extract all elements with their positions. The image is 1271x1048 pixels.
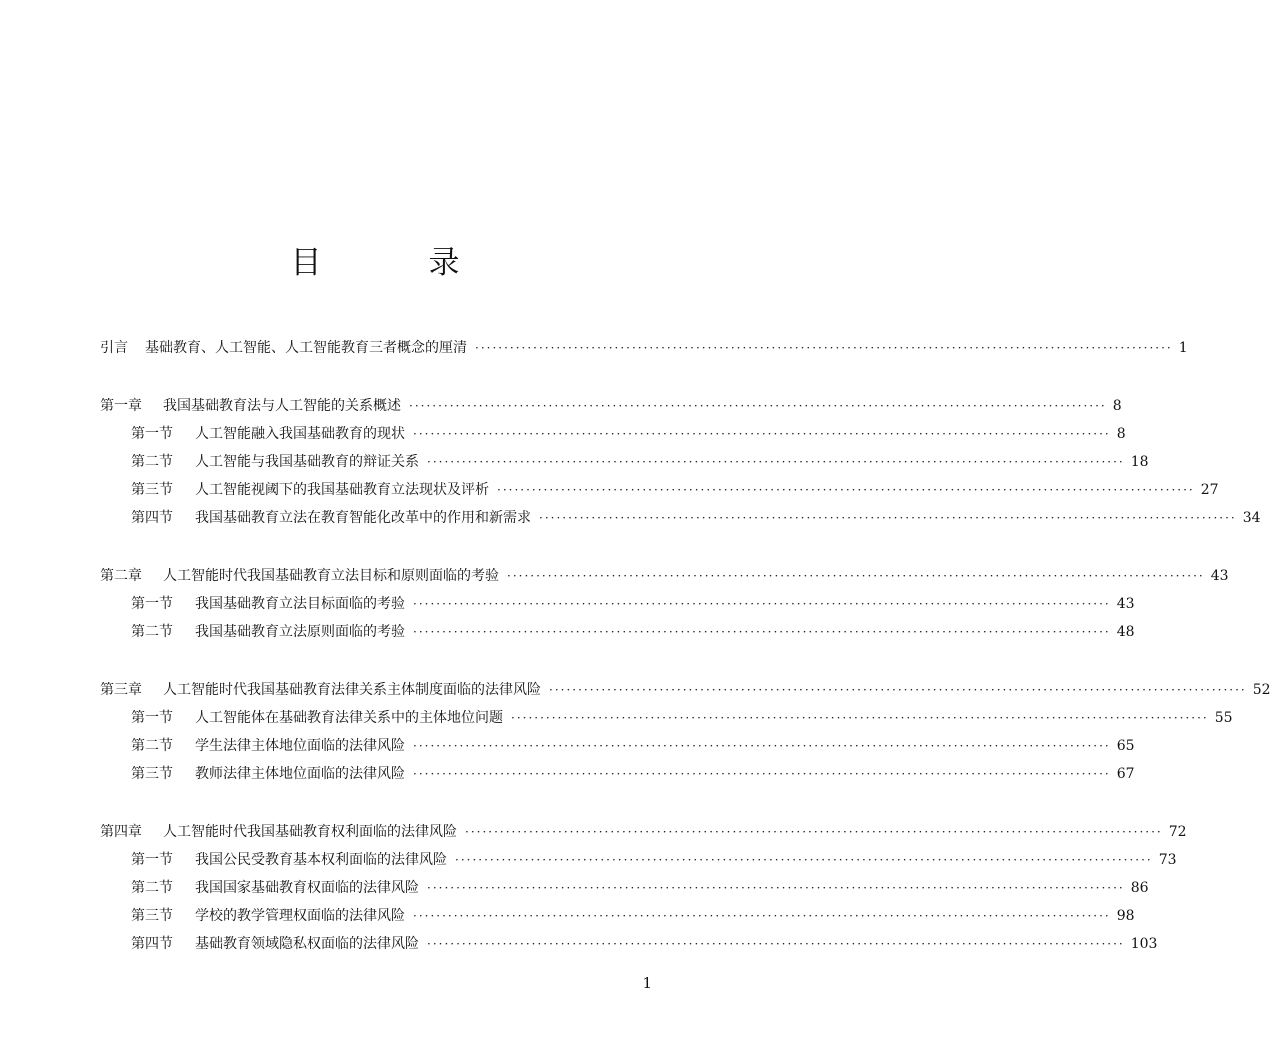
toc-entry-title: 人工智能体在基础教育法律关系中的主体地位问题: [195, 710, 503, 726]
toc-intro-entry[interactable]: [100, 338, 1188, 358]
toc-entry-page: 1: [1178, 340, 1188, 356]
toc-entry-page: 72: [1168, 824, 1187, 840]
toc-entry-page: 27: [1200, 482, 1219, 498]
toc-section-entry[interactable]: [131, 708, 1233, 728]
toc-chapter-entry[interactable]: [100, 396, 1122, 416]
toc-entry-title: 基础教育、人工智能、人工智能教育三者概念的厘清: [145, 340, 467, 356]
toc-entry-label: 引言: [100, 340, 128, 356]
toc-entry-title: 我国基础教育立法在教育智能化改革中的作用和新需求: [195, 510, 531, 526]
dot-leader: ························································································································: [475, 341, 1173, 355]
toc-entry-title: 人工智能与我国基础教育的辩证关系: [195, 454, 419, 470]
toc-section-entry[interactable]: [131, 878, 1149, 898]
toc-entry-page: 52: [1252, 682, 1271, 698]
toc-entry-label: 第二节: [131, 454, 173, 470]
toc-chapter-entry[interactable]: [100, 822, 1187, 842]
toc-chapter-entry[interactable]: [100, 680, 1271, 700]
dot-leader: ························································································································: [465, 825, 1163, 839]
dot-leader: ························································································································: [455, 853, 1153, 867]
toc-section-entry[interactable]: [131, 424, 1126, 444]
toc-section-entry[interactable]: [131, 934, 1158, 954]
toc-entry-title: 人工智能时代我国基础教育权利面临的法律风险: [163, 824, 457, 840]
toc-entry-label: 第二节: [131, 880, 173, 896]
toc-section-entry[interactable]: [131, 452, 1149, 472]
toc-section-entry[interactable]: [131, 764, 1135, 784]
toc-section-entry[interactable]: [131, 480, 1219, 500]
toc-entry-label: 第一节: [131, 596, 173, 612]
toc-section-entry[interactable]: [131, 906, 1135, 926]
toc-entry-page: 73: [1158, 852, 1177, 868]
toc-title: 目 录: [290, 245, 498, 281]
dot-leader: ························································································································: [427, 937, 1125, 951]
toc-entry-label: 第三节: [131, 766, 173, 782]
toc-entry-page: 103: [1130, 936, 1158, 952]
toc-entry-title: 我国国家基础教育权面临的法律风险: [195, 880, 419, 896]
toc-entry-label: 第二节: [131, 624, 173, 640]
toc-entry-label: 第三节: [131, 908, 173, 924]
toc-section-entry[interactable]: [131, 850, 1177, 870]
dot-leader: ························································································································: [507, 569, 1205, 583]
toc-entry-label: 第三章: [100, 682, 142, 698]
toc-entry-title: 我国基础教育立法目标面临的考验: [195, 596, 405, 612]
toc-entry-title: 学生法律主体地位面临的法律风险: [195, 738, 405, 754]
toc-chapter-entry[interactable]: [100, 566, 1229, 586]
toc-entry-title: 我国基础教育立法原则面临的考验: [195, 624, 405, 640]
toc-entry-title: 人工智能时代我国基础教育法律关系主体制度面临的法律风险: [163, 682, 541, 698]
toc-entry-label: 第一章: [100, 398, 142, 414]
toc-entry-label: 第一节: [131, 710, 173, 726]
toc-entry-page: 34: [1242, 510, 1261, 526]
toc-section-entry[interactable]: [131, 736, 1135, 756]
toc-entry-label: 第四节: [131, 936, 173, 952]
dot-leader: ························································································································: [413, 739, 1111, 753]
toc-entry-title: 我国公民受教育基本权利面临的法律风险: [195, 852, 447, 868]
toc-section-entry[interactable]: [131, 508, 1261, 528]
toc-entry-page: 55: [1214, 710, 1233, 726]
toc-entry-label: 第三节: [131, 482, 173, 498]
dot-leader: ························································································································: [413, 767, 1111, 781]
toc-entry-page: 48: [1116, 624, 1135, 640]
toc-entry-title: 人工智能融入我国基础教育的现状: [195, 426, 405, 442]
dot-leader: ························································································································: [427, 455, 1125, 469]
dot-leader: ························································································································: [413, 597, 1111, 611]
dot-leader: ························································································································: [539, 511, 1237, 525]
toc-entry-page: 43: [1210, 568, 1229, 584]
toc-entry-page: 65: [1116, 738, 1135, 754]
toc-section-entry[interactable]: [131, 622, 1135, 642]
dot-leader: ························································································································: [549, 683, 1247, 697]
dot-leader: ························································································································: [497, 483, 1195, 497]
toc-entry-page: 18: [1130, 454, 1149, 470]
toc-entry-label: 第二节: [131, 738, 173, 754]
toc-entry-label: 第四节: [131, 510, 173, 526]
toc-entry-title: 教师法律主体地位面临的法律风险: [195, 766, 405, 782]
toc-entry-page: 43: [1116, 596, 1135, 612]
toc-entry-label: 第一节: [131, 426, 173, 442]
toc-entry-page: 86: [1130, 880, 1149, 896]
dot-leader: ························································································································: [413, 909, 1111, 923]
toc-section-entry[interactable]: [131, 594, 1135, 614]
dot-leader: ························································································································: [409, 399, 1107, 413]
dot-leader: ························································································································: [413, 625, 1111, 639]
toc-entry-label: 第四章: [100, 824, 142, 840]
toc-entry-page: 8: [1112, 398, 1122, 414]
toc-entry-label: 第一节: [131, 852, 173, 868]
toc-entry-page: 98: [1116, 908, 1135, 924]
toc-entry-page: 67: [1116, 766, 1135, 782]
dot-leader: ························································································································: [427, 881, 1125, 895]
toc-entry-page: 8: [1116, 426, 1126, 442]
toc-entry-title: 我国基础教育法与人工智能的关系概述: [163, 398, 401, 414]
toc-entry-title: 基础教育领域隐私权面临的法律风险: [195, 936, 419, 952]
page-number: 1: [642, 974, 652, 992]
toc-entry-title: 学校的教学管理权面临的法律风险: [195, 908, 405, 924]
toc-entry-title: 人工智能视阈下的我国基础教育立法现状及评析: [195, 482, 489, 498]
toc-entry-label: 第二章: [100, 568, 142, 584]
toc-entry-title: 人工智能时代我国基础教育立法目标和原则面临的考验: [163, 568, 499, 584]
dot-leader: ························································································································: [511, 711, 1209, 725]
dot-leader: ························································································································: [413, 427, 1111, 441]
